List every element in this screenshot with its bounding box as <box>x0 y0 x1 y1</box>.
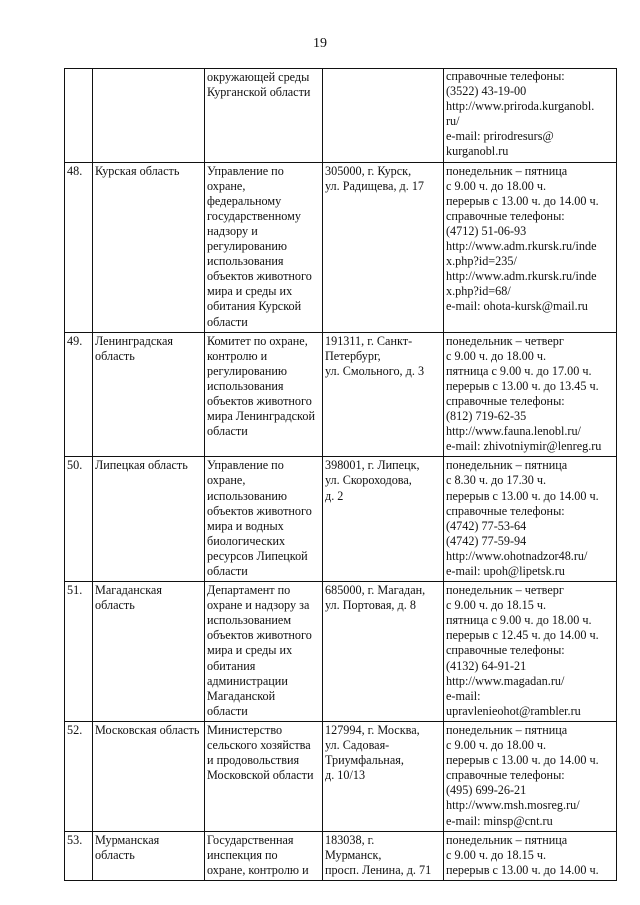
cell-line: 685000, г. Магадан, <box>325 583 426 598</box>
cell-line: область <box>95 847 135 862</box>
contacts-cell <box>444 831 617 880</box>
cell-line: понедельник – четверг <box>446 583 564 598</box>
cell-line: x.php?id=68/ <box>446 284 511 299</box>
cell-line: справочные телефоны: <box>446 643 565 658</box>
registry-table-body <box>65 69 617 881</box>
cell-line: справочные телефоны: <box>446 69 565 83</box>
cell-line: пятница с 9.00 ч. до 17.00 ч. <box>446 363 592 378</box>
cell-line: контролю и <box>207 348 268 363</box>
address-cell <box>323 582 444 722</box>
cell-line: перерыв с 12.45 ч. до 14.00 ч. <box>446 628 599 643</box>
cell-line: окружающей среды <box>207 70 310 84</box>
cell-line: ru/ <box>446 114 460 129</box>
cell-line: охране, контролю и <box>207 862 309 877</box>
organization-cell <box>205 582 323 722</box>
cell-line: область <box>95 598 135 613</box>
cell-line: использованием <box>207 613 292 628</box>
table-row <box>65 457 617 582</box>
cell-line: обитания Курской <box>207 299 302 314</box>
cell-line: Комитет по охране, <box>207 333 308 348</box>
cell-line: (3522) 43-19-00 <box>446 84 527 99</box>
cell-line: понедельник – пятница <box>446 832 568 847</box>
region-cell <box>93 831 205 880</box>
cell-line: мира Ленинградской <box>207 409 315 424</box>
cell-line: Магаданская <box>95 583 162 598</box>
cell-line: использования <box>207 378 284 393</box>
row-number-cell: 48. <box>65 162 93 332</box>
contacts-cell <box>444 69 617 163</box>
page-number: 19 <box>313 36 327 51</box>
contacts-cell <box>444 332 617 457</box>
address-cell <box>323 831 444 880</box>
cell-line: область <box>95 348 135 363</box>
cell-line: Мурманск, <box>325 847 382 862</box>
cell-line: Липецкая область <box>95 458 188 473</box>
cell-line: e-mail: minsp@cnt.ru <box>446 813 553 828</box>
cell-line: ул. Скороходова, <box>325 473 412 488</box>
cell-line: объектов животного <box>207 393 312 408</box>
cell-line: Государственная <box>207 832 294 847</box>
cell-line: Ленинградская <box>95 333 174 348</box>
cell-line: обитания <box>207 658 256 673</box>
cell-line: http://www.adm.rkursk.ru/inde <box>446 269 597 284</box>
cell-line: http://www.priroda.kurganobl. <box>446 99 595 114</box>
cell-line: e-mail: prirodresurs@ <box>446 129 554 144</box>
row-number-cell <box>65 69 93 163</box>
cell-line: и продовольствия <box>207 753 300 768</box>
cell-line: перерыв с 13.00 ч. до 13.45 ч. <box>446 378 599 393</box>
cell-line: надзору и <box>207 223 258 238</box>
row-number-cell: 51. <box>65 582 93 722</box>
cell-line: д. 10/13 <box>325 768 366 783</box>
cell-line: (495) 699-26-21 <box>446 783 527 798</box>
row-number-cell: 53. <box>65 831 93 880</box>
address-cell <box>323 457 444 582</box>
cell-line: ул. Смольного, д. 3 <box>325 363 425 378</box>
organization-cell <box>205 457 323 582</box>
cell-line: 191311, г. Санкт- <box>325 333 413 348</box>
cell-line: ул. Садовая- <box>325 738 390 753</box>
cell-line: (812) 719-62-35 <box>446 409 527 424</box>
table-row <box>65 162 617 332</box>
cell-line: http://www.fauna.lenobl.ru/ <box>446 424 581 439</box>
cell-line: 183038, г. <box>325 832 375 847</box>
cell-line: Курская область <box>95 163 180 178</box>
cell-line: перерыв с 13.00 ч. до 14.00 ч. <box>446 753 599 768</box>
cell-line: Петербург, <box>325 348 381 363</box>
table-row <box>65 721 617 831</box>
table-row <box>65 582 617 722</box>
cell-line: kurganobl.ru <box>446 144 509 159</box>
cell-line: с 9.00 ч. до 18.00 ч. <box>446 348 547 363</box>
cell-line: справочные телефоны: <box>446 768 565 783</box>
cell-line: администрации <box>207 673 288 688</box>
region-cell <box>93 721 205 831</box>
cell-line: ресурсов Липецкой <box>207 548 308 563</box>
region-cell <box>93 69 205 163</box>
organization-cell <box>205 162 323 332</box>
region-cell <box>93 457 205 582</box>
cell-line: x.php?id=235/ <box>446 254 517 269</box>
cell-line: мира и водных <box>207 518 284 533</box>
cell-line: (4132) 64-91-21 <box>446 658 527 673</box>
organization-cell <box>205 721 323 831</box>
registry-table <box>64 68 617 881</box>
cell-line: охране и надзору за <box>207 598 310 613</box>
cell-line: с 9.00 ч. до 18.00 ч. <box>446 738 547 753</box>
table-row <box>65 831 617 880</box>
table-row <box>65 332 617 457</box>
cell-line: Департамент по <box>207 583 291 598</box>
cell-line: с 9.00 ч. до 18.15 ч. <box>446 598 547 613</box>
cell-line: охране, <box>207 178 246 193</box>
cell-line: регулированию <box>207 239 288 254</box>
cell-line: регулированию <box>207 363 288 378</box>
cell-line: Управление по <box>207 458 284 473</box>
cell-line: с 9.00 ч. до 18.15 ч. <box>446 847 547 862</box>
cell-line: области <box>207 564 248 578</box>
address-cell <box>323 332 444 457</box>
region-cell <box>93 582 205 722</box>
organization-cell <box>205 69 323 163</box>
cell-line: e-mail: upoh@lipetsk.ru <box>446 564 565 578</box>
cell-line: справочные телефоны: <box>446 393 565 408</box>
cell-line: просп. Ленина, д. 71 <box>325 862 432 877</box>
row-number-cell: 50. <box>65 457 93 582</box>
cell-line: http://www.magadan.ru/ <box>446 673 565 688</box>
row-number-cell: 52. <box>65 721 93 831</box>
cell-line: д. 2 <box>325 488 344 503</box>
cell-line: Управление по <box>207 163 284 178</box>
contacts-cell <box>444 457 617 582</box>
address-cell <box>323 69 444 163</box>
cell-line: пятница с 9.00 ч. до 18.00 ч. <box>446 613 592 628</box>
cell-line: понедельник – пятница <box>446 722 568 737</box>
cell-line: (4742) 77-53-64 <box>446 518 527 533</box>
organization-cell <box>205 332 323 457</box>
table-row <box>65 69 617 163</box>
cell-line: http://www.adm.rkursk.ru/inde <box>446 239 597 254</box>
cell-line: мира и среды их <box>207 643 293 658</box>
cell-line: http://www.msh.mosreg.ru/ <box>446 798 580 813</box>
cell-line: 398001, г. Липецк, <box>325 458 420 473</box>
cell-line: Магаданской <box>207 688 276 703</box>
cell-line: 127994, г. Москва, <box>325 722 420 737</box>
cell-line: области <box>207 703 248 718</box>
cell-line: ул. Радищева, д. 17 <box>325 178 425 193</box>
region-cell <box>93 332 205 457</box>
cell-line: перерыв с 13.00 ч. до 14.00 ч. <box>446 193 599 208</box>
cell-line: понедельник – четверг <box>446 333 564 348</box>
cell-line: e-mail: zhivotniymir@lenreg.ru <box>446 439 602 454</box>
cell-line: с 9.00 ч. до 18.00 ч. <box>446 178 547 193</box>
cell-line: биологических <box>207 533 286 548</box>
cell-line: Курганской области <box>207 85 311 100</box>
cell-line: понедельник – пятница <box>446 163 568 178</box>
cell-line: области <box>207 424 248 439</box>
cell-line: upravlenieohot@rambler.ru <box>446 703 581 718</box>
cell-line: федеральному <box>207 193 282 208</box>
cell-line: мира и среды их <box>207 284 293 299</box>
cell-line: Триумфальная, <box>325 753 404 768</box>
contacts-cell <box>444 162 617 332</box>
cell-line: области <box>207 314 248 329</box>
cell-line: инспекция по <box>207 847 278 862</box>
cell-line: перерыв с 13.00 ч. до 14.00 ч. <box>446 488 599 503</box>
cell-line: использования <box>207 254 284 269</box>
contacts-cell <box>444 582 617 722</box>
address-cell <box>323 162 444 332</box>
cell-line: справочные телефоны: <box>446 503 565 518</box>
cell-line: Московская область <box>95 722 200 737</box>
cell-line: перерыв с 13.00 ч. до 14.00 ч. <box>446 862 599 877</box>
cell-line: Московской области <box>207 768 314 783</box>
cell-line: e-mail: <box>446 688 481 703</box>
region-cell <box>93 162 205 332</box>
cell-line: Министерство <box>207 722 283 737</box>
cell-line: охране, <box>207 473 246 488</box>
address-cell <box>323 721 444 831</box>
organization-cell <box>205 831 323 880</box>
cell-line: объектов животного <box>207 269 312 284</box>
cell-line: (4712) 51-06-93 <box>446 223 527 238</box>
cell-line: (4742) 77-59-94 <box>446 533 527 548</box>
row-number-cell: 49. <box>65 332 93 457</box>
cell-line: объектов животного <box>207 628 312 643</box>
cell-line: e-mail: ohota-kursk@mail.ru <box>446 299 588 314</box>
cell-line: справочные телефоны: <box>446 208 565 223</box>
cell-line: 305000, г. Курск, <box>325 163 412 178</box>
cell-line: сельского хозяйства <box>207 738 311 753</box>
cell-line: объектов животного <box>207 503 312 518</box>
cell-line: ул. Портовая, д. 8 <box>325 598 416 613</box>
cell-line: Мурманская <box>95 832 160 847</box>
cell-line: с 8.30 ч. до 17.30 ч. <box>446 473 547 488</box>
cell-line: использованию <box>207 488 288 503</box>
cell-line: понедельник – пятница <box>446 458 568 473</box>
cell-line: государственному <box>207 208 301 223</box>
contacts-cell <box>444 721 617 831</box>
cell-line: http://www.ohotnadzor48.ru/ <box>446 548 588 563</box>
